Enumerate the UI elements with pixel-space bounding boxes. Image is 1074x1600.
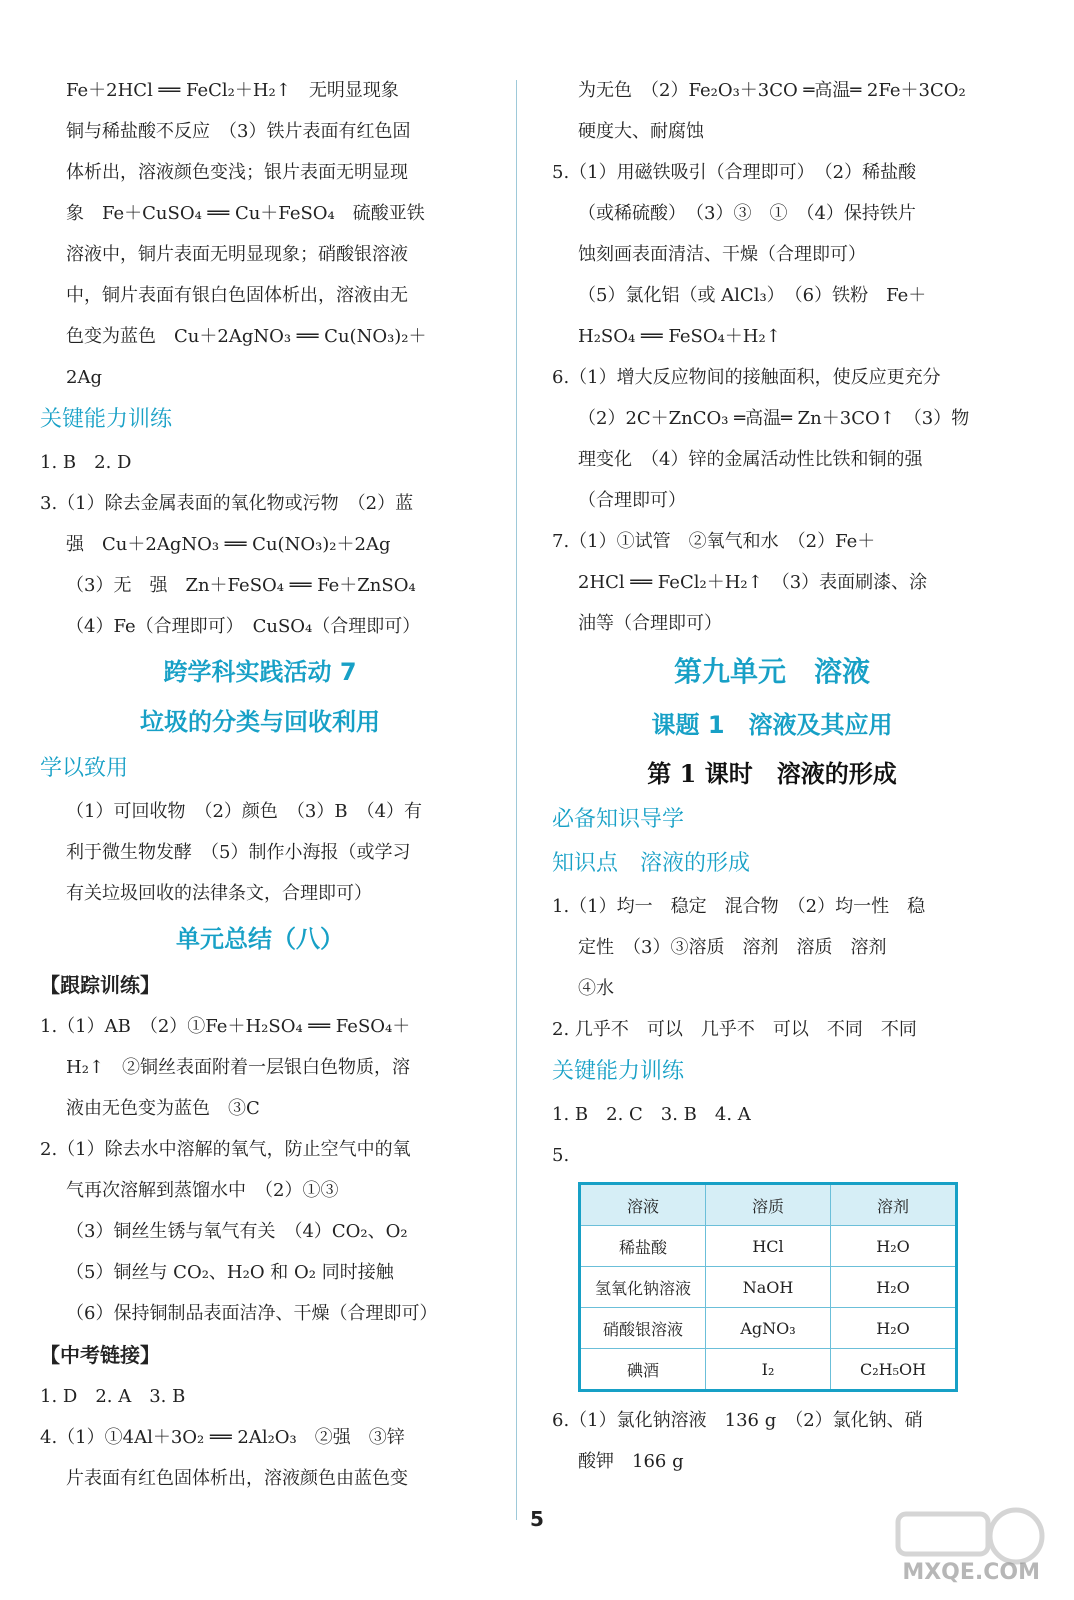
table-cell: HCl (706, 1226, 831, 1267)
answer-line: H₂↑ ②铜丝表面附着一层银白色物质，溶 (66, 1057, 410, 1078)
answer-line: 油等（合理即可） (578, 613, 722, 634)
answer-line: 5. (552, 1145, 570, 1166)
lesson-title: 第 1 课时 溶液的形成 (647, 759, 897, 788)
answer-line: ④水 (578, 978, 614, 999)
answer-line: 气再次溶解到蒸馏水中 （2）①③ (66, 1180, 339, 1201)
table-row (580, 1267, 957, 1308)
answer-line: 利于微生物发酵 （5）制作小海报（或学习 (66, 842, 411, 863)
answer-line: 3.（1）除去金属表面的氧化物或污物 （2）蓝 (40, 493, 414, 514)
exam-link-label: 【中考链接】 (40, 1343, 160, 1367)
text-line: 2Ag (66, 367, 102, 388)
left-column (40, 70, 480, 1499)
table-cell: NaOH (706, 1267, 831, 1308)
activity-subtitle: 垃圾的分类与回收利用 (140, 708, 380, 736)
table-cell: AgNO₃ (706, 1308, 831, 1349)
answer-line: 酸钾 166 g (578, 1451, 684, 1472)
answer-line: 1. B 2. D (40, 452, 132, 473)
answer-line: （或稀硫酸） （3）③ ① （4）保持铁片 (578, 203, 916, 224)
answer-line: （合理即可） (578, 490, 686, 511)
section-heading: 关键能力训练 (552, 1059, 685, 1084)
answer-line: （3）铜丝生锈与氧气有关 （4）CO₂、O₂ (66, 1221, 408, 1242)
activity-title: 跨学科实践活动 7 (163, 658, 357, 686)
table-cell: 硝酸银溶液 (580, 1308, 706, 1349)
column-divider (516, 80, 517, 1520)
text-line: Fe＋2HCl ══ FeCl₂＋H₂↑ 无明显现象 (66, 80, 399, 101)
table-cell: 氢氧化钠溶液 (580, 1267, 706, 1308)
table-cell: H₂O (831, 1267, 957, 1308)
unit-summary-title: 单元总结（八） (176, 925, 344, 953)
answer-line: （1）可回收物 （2）颜色 （3）B （4）有 (66, 801, 423, 822)
answer-line: 强 Cu＋2AgNO₃ ══ Cu(NO₃)₂＋2Ag (66, 534, 391, 555)
answer-line: （6）保持铜制品表面洁净、干燥（合理即可） (66, 1303, 438, 1324)
answer-line: （3）无 强 Zn＋FeSO₄ ══ Fe＋ZnSO₄ (66, 575, 416, 596)
answer-line: 4.（1）①4Al＋3O₂ ══ 2Al₂O₃ ②强 ③锌 (40, 1427, 405, 1448)
section-heading: 学以致用 (40, 756, 129, 781)
table-cell: H₂O (831, 1226, 957, 1267)
answer-line: 6.（1）增大反应物间的接触面积，使反应更充分 (552, 367, 941, 388)
answer-line: 1.（1）AB （2）①Fe＋H₂SO₄ ══ FeSO₄＋ (40, 1016, 411, 1037)
unit-title: 第九单元 溶液 (673, 655, 870, 688)
answer-line: 蚀刻画表面清洁、干燥（合理即可） (578, 244, 866, 265)
table-cell: I₂ (706, 1349, 831, 1391)
table-row (580, 1226, 957, 1267)
track-training-label: 【跟踪训练】 (40, 973, 160, 997)
answer-line: 理变化 （4）锌的金属活动性比铁和铜的强 (578, 449, 923, 470)
answer-line: 有关垃圾回收的法律条文，合理即可） (66, 883, 372, 904)
table-cell: C₂H₅OH (831, 1349, 957, 1391)
answer-line: 1.（1）均一 稳定 混合物 （2）均一性 稳 (552, 896, 926, 917)
table-header-row (580, 1184, 957, 1226)
table-cell: 碘酒 (580, 1349, 706, 1391)
answer-line: 1. B 2. C 3. B 4. A (552, 1104, 751, 1125)
text-line: 体析出，溶液颜色变浅；银片表面无明显现 (66, 162, 408, 183)
table-cell: H₂O (831, 1308, 957, 1349)
table-row (580, 1308, 957, 1349)
page-number: 5 (530, 1507, 544, 1531)
section-heading: 知识点 溶液的形成 (552, 851, 751, 876)
text-line: 色变为蓝色 Cu＋2AgNO₃ ══ Cu(NO₃)₂＋ (66, 326, 427, 347)
section-heading: 必备知识导学 (552, 807, 685, 832)
table-cell: 稀盐酸 (580, 1226, 706, 1267)
text-line: 硬度大、耐腐蚀 (578, 121, 704, 142)
table-header-cell: 溶液 (580, 1184, 706, 1226)
text-line: 为无色 （2）Fe₂O₃＋3CO ═高温═ 2Fe＋3CO₂ (578, 80, 966, 101)
text-line: 溶液中，铜片表面无明显现象；硝酸银溶液 (66, 244, 408, 265)
table-header-cell: 溶质 (706, 1184, 831, 1226)
answer-line: H₂SO₄ ══ FeSO₄＋H₂↑ (578, 326, 781, 347)
text-line: 铜与稀盐酸不反应 （3）铁片表面有红色固 (66, 121, 411, 142)
answer-line: 6.（1）氯化钠溶液 136 g （2）氯化钠、硝 (552, 1410, 923, 1431)
topic-title: 课题 1 溶液及其应用 (651, 711, 893, 739)
watermark-text: MXQE.COM (902, 1560, 1040, 1585)
answer-line: 片表面有红色固体析出，溶液颜色由蓝色变 (66, 1468, 408, 1489)
answer-line: 2HCl ══ FeCl₂＋H₂↑ （3）表面刷漆、涂 (578, 572, 928, 593)
answer-line: 2. 几乎不 可以 几乎不 可以 不同 不同 (552, 1019, 917, 1040)
table-header-cell: 溶剂 (831, 1184, 957, 1226)
answer-line: 7.（1）①试管 ②氧气和水 （2）Fe＋ (552, 531, 876, 552)
answer-line: 2.（1）除去水中溶解的氧气，防止空气中的氧 (40, 1139, 411, 1160)
solution-table (578, 1182, 958, 1392)
answer-line: （2）2C＋ZnCO₃ ═高温═ Zn＋3CO↑ （3）物 (578, 408, 970, 429)
answer-line: 5.（1）用磁铁吸引（合理即可） （2）稀盐酸 (552, 162, 917, 183)
answer-line: （5）氯化铝（或 AlCl₃） （6）铁粉 Fe＋ (578, 285, 927, 306)
table-row (580, 1349, 957, 1391)
answer-line: 1. D 2. A 3. B (40, 1386, 186, 1407)
answer-line: （4）Fe（合理即可） CuSO₄（合理即可） (66, 616, 421, 637)
answer-line: 定性 （3）③溶质 溶剂 溶质 溶剂 (578, 937, 887, 958)
right-column (552, 70, 992, 1482)
text-line: 象 Fe＋CuSO₄ ══ Cu＋FeSO₄ 硫酸亚铁 (66, 203, 425, 224)
answer-line: 液由无色变为蓝色 ③C (66, 1098, 260, 1119)
text-line: 中，铜片表面有银白色固体析出，溶液由无 (66, 285, 408, 306)
answer-line: （5）铜丝与 CO₂、H₂O 和 O₂ 同时接触 (66, 1262, 394, 1283)
section-heading: 关键能力训练 (40, 407, 173, 432)
